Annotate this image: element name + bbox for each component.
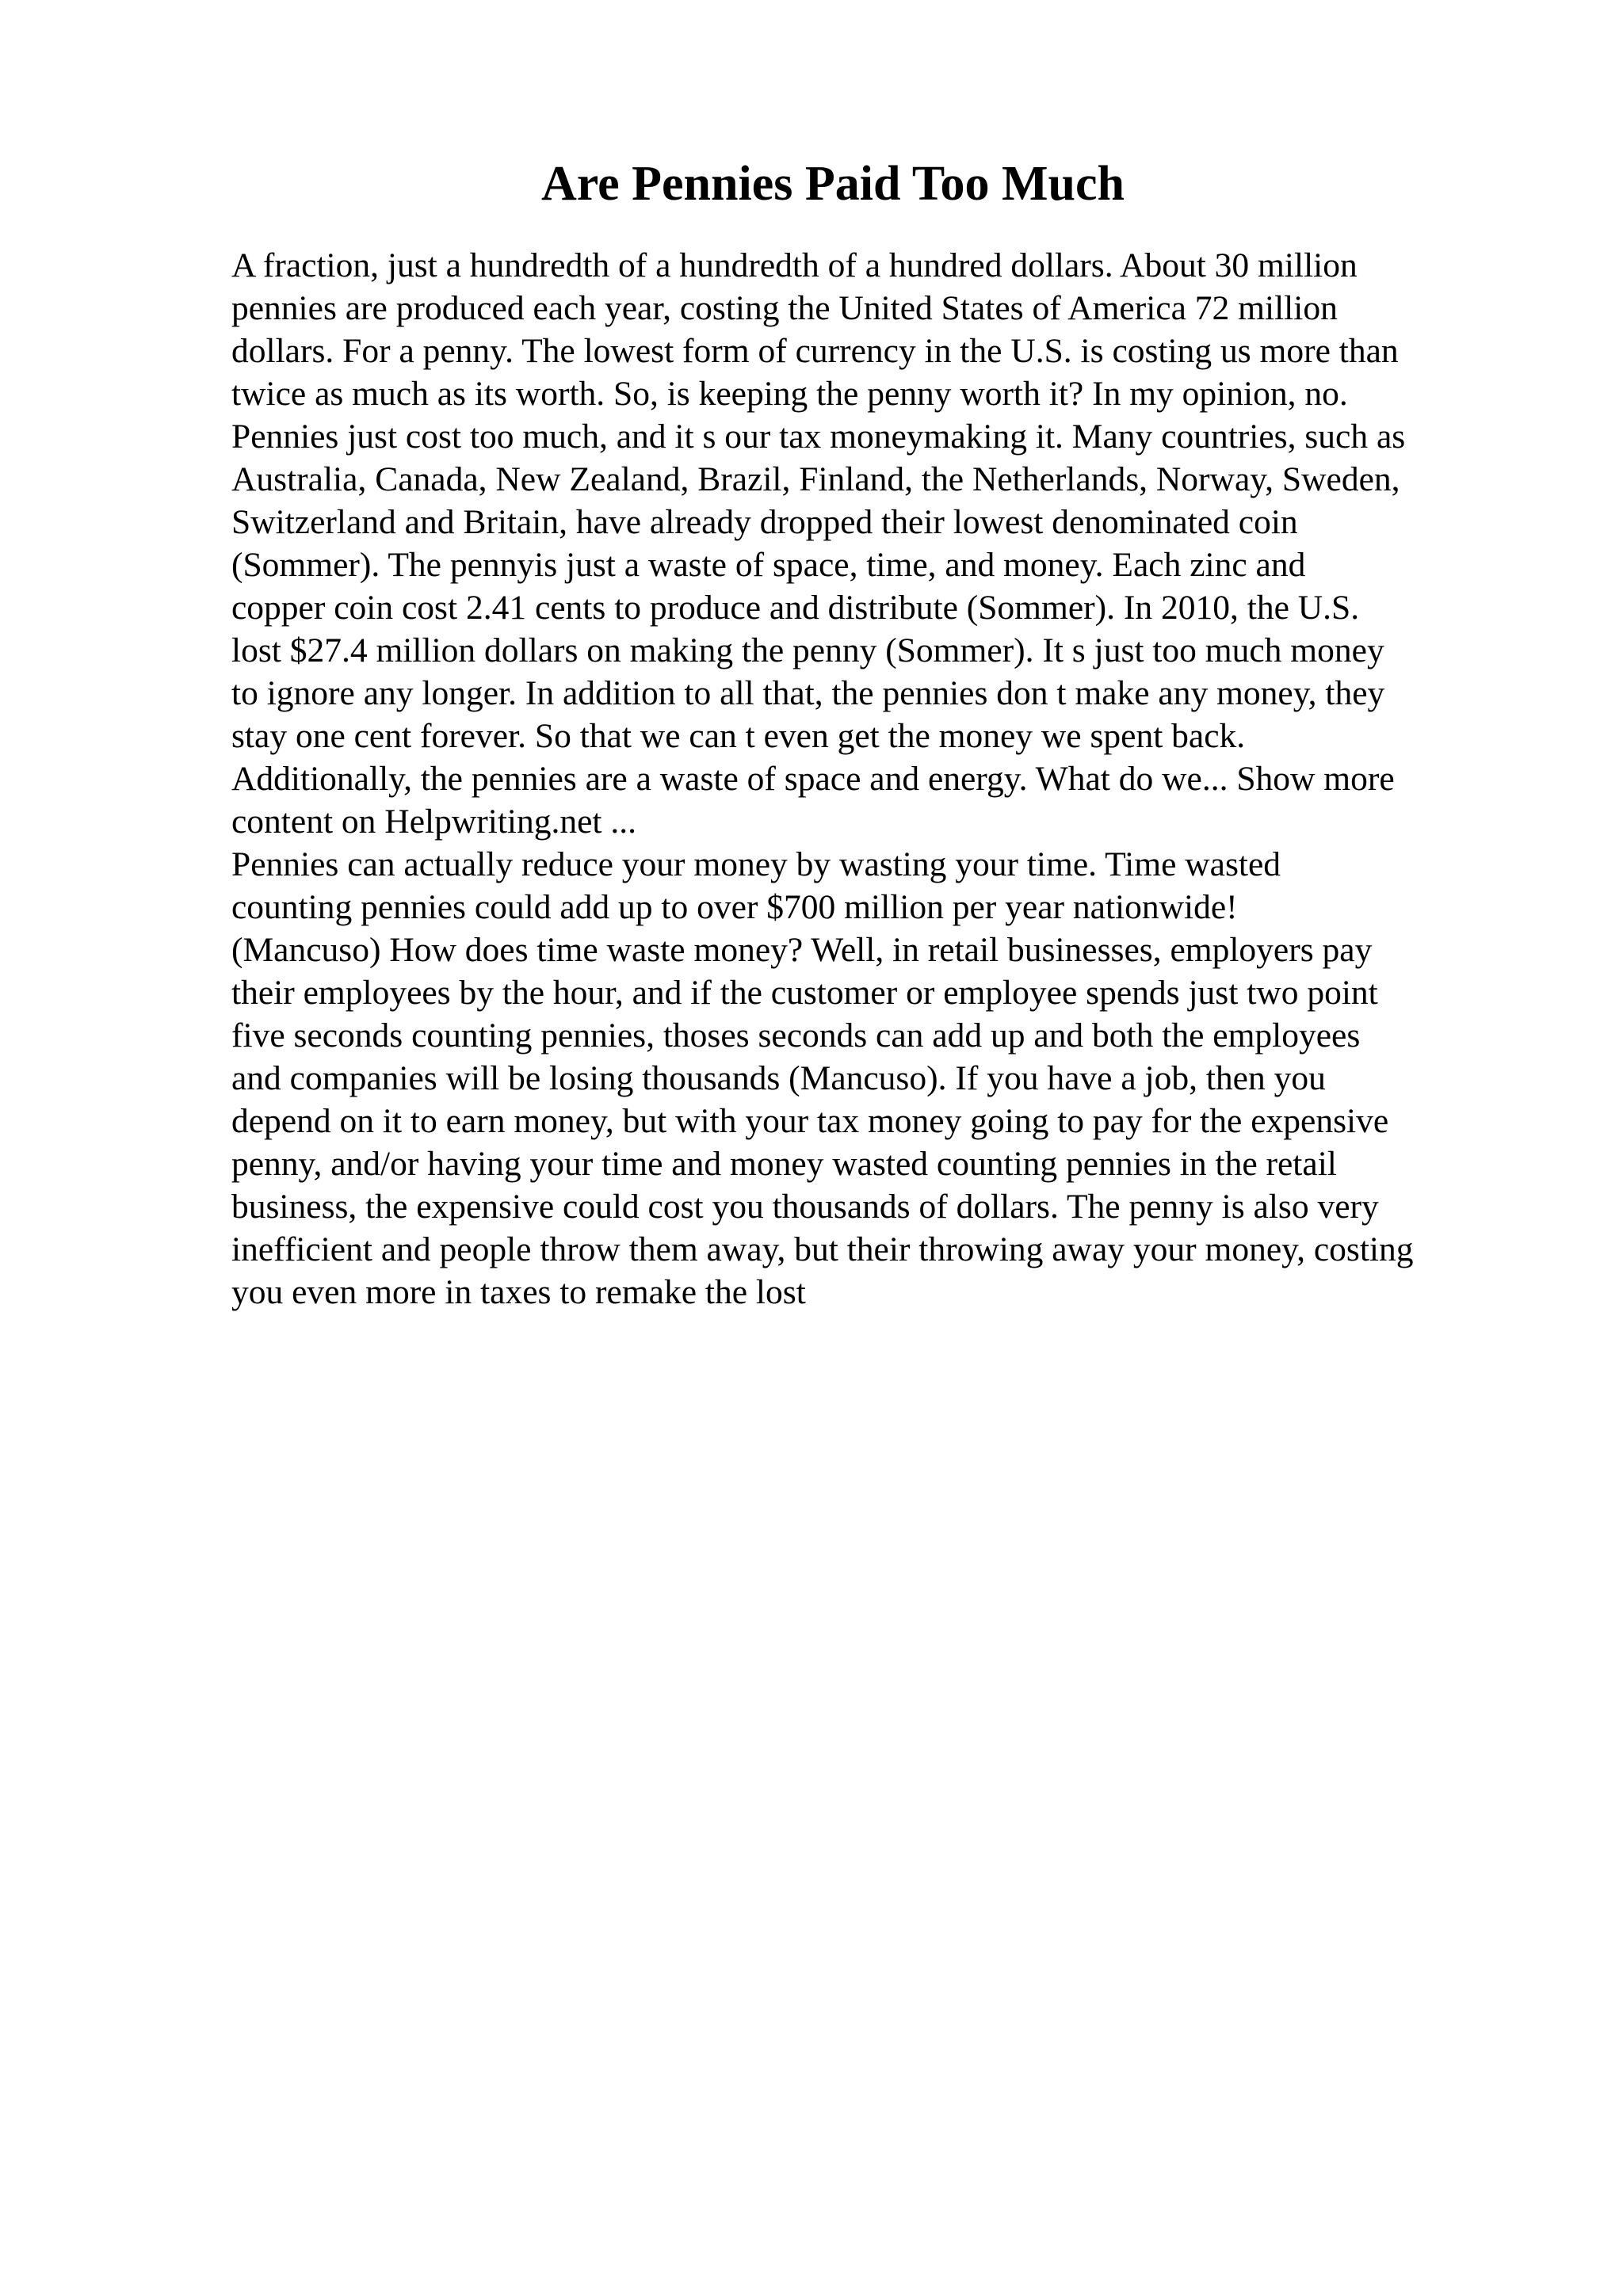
text-line: penny, and/or having your time and money wasted counting pennies in the retail (231, 1145, 1337, 1183)
text-line: Pennies can actually reduce your money by wasting your time. Time wasted (231, 845, 1281, 883)
text-line: pennies are produced each year, costing the United States of America 72 million (231, 289, 1338, 327)
text-line: Australia, Canada, New Zealand, Brazil, Finland, the Netherlands, Norway, Sweden, (231, 460, 1400, 498)
text-line: twice as much as its worth. So, is keeping the penny worth it? In my opinion, no. (231, 375, 1348, 413)
text-line: lost $27.4 million dollars on making the penny (Sommer). It s just too much money (231, 631, 1384, 669)
text-line: (Mancuso) How does time waste money? Well, in retail businesses, employers pay (231, 931, 1373, 969)
text-line: A fraction, just a hundredth of a hundredth of a hundred dollars. About 30 million (231, 246, 1358, 284)
text-line: inefficient and people throw them away, but their throwing away your money, costing (231, 1230, 1414, 1268)
text-line: their employees by the hour, and if the customer or employee spends just two point (231, 974, 1378, 1012)
text-line: stay one cent forever. So that we can t even get the money we spent back. (231, 717, 1246, 755)
text-line: (Sommer). The pennyis just a waste of space, time, and money. Each zinc and (231, 546, 1306, 584)
text-line: you even more in taxes to remake the lost (231, 1273, 806, 1311)
text-line: and companies will be losing thousands (Mancuso). If you have a job, then you (231, 1059, 1326, 1097)
text-line: copper coin cost 2.41 cents to produce and distribute (Sommer). In 2010, the U.S. (231, 589, 1360, 627)
document-title: Are Pennies Paid Too Much (540, 157, 1125, 211)
text-line: to ignore any longer. In addition to all that, the pennies don t make any money, they (231, 674, 1385, 712)
document-body (231, 244, 1519, 1314)
text-line: Pennies just cost too much, and it s our tax moneymaking it. Many countries, such as (231, 418, 1406, 456)
text-line: content on Helpwriting.net ... (231, 803, 637, 841)
text-line: five seconds counting pennies, thoses seconds can add up and both the employees (231, 1016, 1361, 1055)
text-line: counting pennies could add up to over $700 million per year nationwide! (231, 888, 1238, 926)
text-line: depend on it to earn money, but with your tax money going to pay for the expensive (231, 1102, 1389, 1140)
text-line: Additionally, the pennies are a waste of space and energy. What do we... Show more (231, 760, 1395, 798)
text-line: Switzerland and Britain, have already dropped their lowest denominated coin (231, 503, 1298, 541)
text-line: business, the expensive could cost you thousands of dollars. The penny is also very (231, 1188, 1379, 1226)
text-line: dollars. For a penny. The lowest form of currency in the U.S. is costing us more than (231, 332, 1399, 370)
